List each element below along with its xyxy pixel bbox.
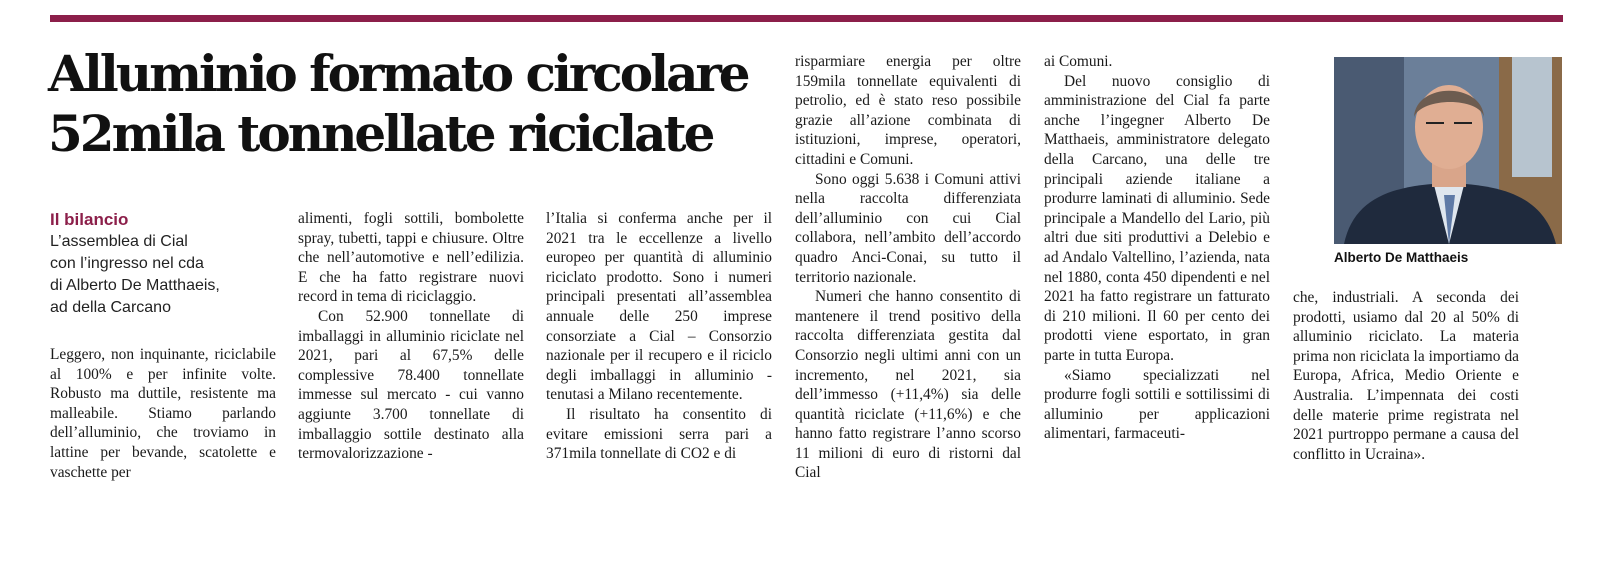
section-kicker: Il bilancio [50, 210, 129, 229]
body-paragraph: che, industriali. A seconda dei prodotti, usiamo dal 20 al 50% di alluminio riciclato. La materia prima non riciclata la importiamo da Europa, Africa, Medio Oriente e Australia. L’impennata dei costi delle materie prime registrata nel 2021 purtroppo permane a causa del conflitto in Ucraina». [1293, 289, 1519, 463]
article-column-4 [795, 52, 1021, 483]
body-paragraph: alimenti, fogli sottili, bombolette spray, tubetti, tappi e chiusure. Oltre che nell’automotive e nell’edilizia. E che ha fatto registrare nuovi record in tema di riciclaggio. [298, 210, 524, 306]
body-paragraph: Del nuovo consiglio di amministrazione del Cial fa parte anche l’ingegner Alberto De Matthaeis, amministratore delegato della Carcano, una delle tre principali aziende italiane a produrre laminati di alluminio. Sede principale a Mandello del Lario, più altri due siti produttivi a Delebio e ad Andalo Valtellino, l’azienda, nata nel 1880, conta 450 dipendenti e nel 2021 ha fatto registrare un fatturato di 210 milioni. Il 60 per cento dei prodotti viene esportato, in gran parte in tutta Europa. [1044, 72, 1270, 364]
article-column-1 [50, 209, 276, 482]
body-paragraph: «Siamo specializzati nel produrre fogli sottili e sottilissimi di alluminio per applicazioni alimentari, farmaceuti- [1044, 366, 1270, 443]
article-column-3 [546, 209, 772, 464]
article-summary [50, 231, 276, 319]
headline-line-1: Alluminio formato circolare [48, 44, 748, 103]
photo-caption: Alberto De Matthaeis [1334, 250, 1469, 265]
summary-line: L’assemblea di Cial [50, 233, 188, 250]
portrait-icon [1334, 57, 1562, 244]
summary-line: di Alberto De Matthaeis, [50, 277, 220, 294]
top-accent-bar [50, 15, 1563, 22]
body-paragraph: Il risultato ha consentito di evitare emissioni serra pari a 371mila tonnellate di CO2 e di [546, 405, 772, 463]
article-column-2 [298, 209, 524, 464]
body-paragraph: l’Italia si conferma anche per il 2021 tra le eccellenze a livello europeo per quantità di alluminio riciclato prodotto. Sono i numeri principali presentati all’assemblea annuale delle 250 imprese consorziate a Cial – Consorzio nazionale per il recupero e il riciclo degli imballaggi in alluminio - tenutasi a Milano recentemente. [546, 210, 772, 404]
headline-line-2: 52mila tonnellate riciclate [48, 104, 713, 163]
article-column-5 [1044, 52, 1270, 444]
body-paragraph: Sono oggi 5.638 i Comuni attivi nella raccolta differenziata dell’alluminio con cui Cial collabora, nell’ambito dell’accordo quadro Anci-Conai, su tutto il territorio nazionale. [795, 170, 1021, 286]
summary-line: ad della Carcano [50, 299, 171, 316]
body-paragraph: risparmiare energia per oltre 159mila tonnellate equivalenti di petrolio, ed è stato reso possibile grazie all’azione combinata di istituzioni, imprese, operatori, cittadini e Comuni. [795, 53, 1021, 168]
body-paragraph: Con 52.900 tonnellate di imballaggi in alluminio riciclate nel 2021, pari al 67,5% delle complessive 78.400 tonnellate immesse sul mercato - cui vanno aggiunte 3.700 tonnellate di imballaggio sottile destinato alla termovalorizzazione - [298, 307, 524, 463]
headline [48, 44, 808, 164]
portrait-photo [1334, 57, 1562, 244]
body-paragraph: Leggero, non inquinante, riciclabile al 100% e per infinite volte. Robusto ma duttile, resistente ma malleabile. Stiamo parlando dell’alluminio, che troviamo in lattine per bevande, scatolette e vaschette per [50, 346, 276, 481]
summary-line: con l’ingresso nel cda [50, 255, 204, 272]
article-column-6 [1293, 288, 1519, 464]
body-paragraph: Numeri che hanno consentito di mantenere il trend positivo della raccolta differenziata gestita dal Consorzio negli ultimi anni con un incremento, nel 2021, sia dell’immesso (+11,4%) sia delle quantità riciclate (+11,6%) e che hanno fatto registrare l’anno scorso 11 milioni di euro di ristorni dal Cial [795, 288, 1021, 482]
body-paragraph: ai Comuni. [1044, 53, 1113, 70]
